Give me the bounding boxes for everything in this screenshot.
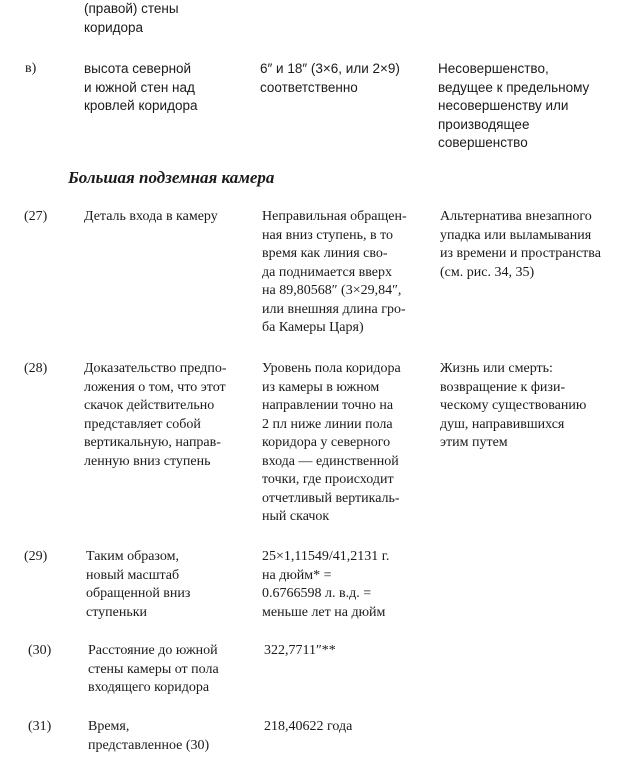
row-31-col1: Время, представленное (30) [88, 719, 210, 753]
row-28-col1: Доказательство предпо- ложения о том, что этот скачок действительно представляет собой вертикальную, направ- ленную вниз ступень [84, 361, 227, 469]
row-30-number: (30) [28, 643, 52, 658]
section-heading: Большая подземная камера [68, 168, 275, 187]
row-27-number: (27) [24, 209, 48, 224]
row-28-col3: Жизнь или смерть: возвращение к физи- ческому существованию душ, направившихся этим путем [440, 361, 587, 450]
row-29-number: (29) [24, 549, 48, 564]
row-30-col2: 322,7711″** [264, 643, 336, 658]
continuation-col1: (правой) стены коридора [84, 1, 179, 35]
row-27-col3: Альтернатива внезапного упадка или выламывания из времени и пространства (см. рис. 34, 35) [440, 209, 601, 280]
row-29-col2: 25×1,11549/41,2131 г. на дюйм* = 0.6766598 л. в.д. = меньше лет на дюйм [262, 549, 390, 620]
row-28-number: (28) [24, 361, 48, 376]
row-30-col1: Расстояние до южной стены камеры от пола входящего коридора [88, 643, 219, 695]
row-31-col2: 218,40622 года [264, 719, 353, 734]
row-v-number: в) [25, 61, 37, 76]
row-29-col1: Таким образом, новый масштаб обращенной вниз ступеньки [86, 549, 191, 620]
row-v-col3: Несовершенство, ведущее к предельному несовершенству или производящее совершенство [438, 61, 590, 150]
row-v-col1: высота северной и южной стен над кровлей коридора [84, 61, 198, 113]
row-28-col2: Уровень пола коридора из камеры в южном направлении точно на 2 пл ниже линии пола коридора у северного входа — единственной точки, где происходит отчетливый вертикаль- ный скачок [262, 361, 401, 524]
row-31-number: (31) [28, 719, 52, 734]
row-27-col1: Деталь входа в камеру [84, 209, 218, 224]
row-v-col2: 6″ и 18″ (3×6, или 2×9) соответственно [260, 61, 400, 95]
row-27-col2: Неправильная обращен- ная вниз ступень, в то время как линия сво- да поднимается вверх на 89,80568″ (3×29,84″, или внешняя длина гро- ба Камеры Царя) [262, 209, 407, 335]
